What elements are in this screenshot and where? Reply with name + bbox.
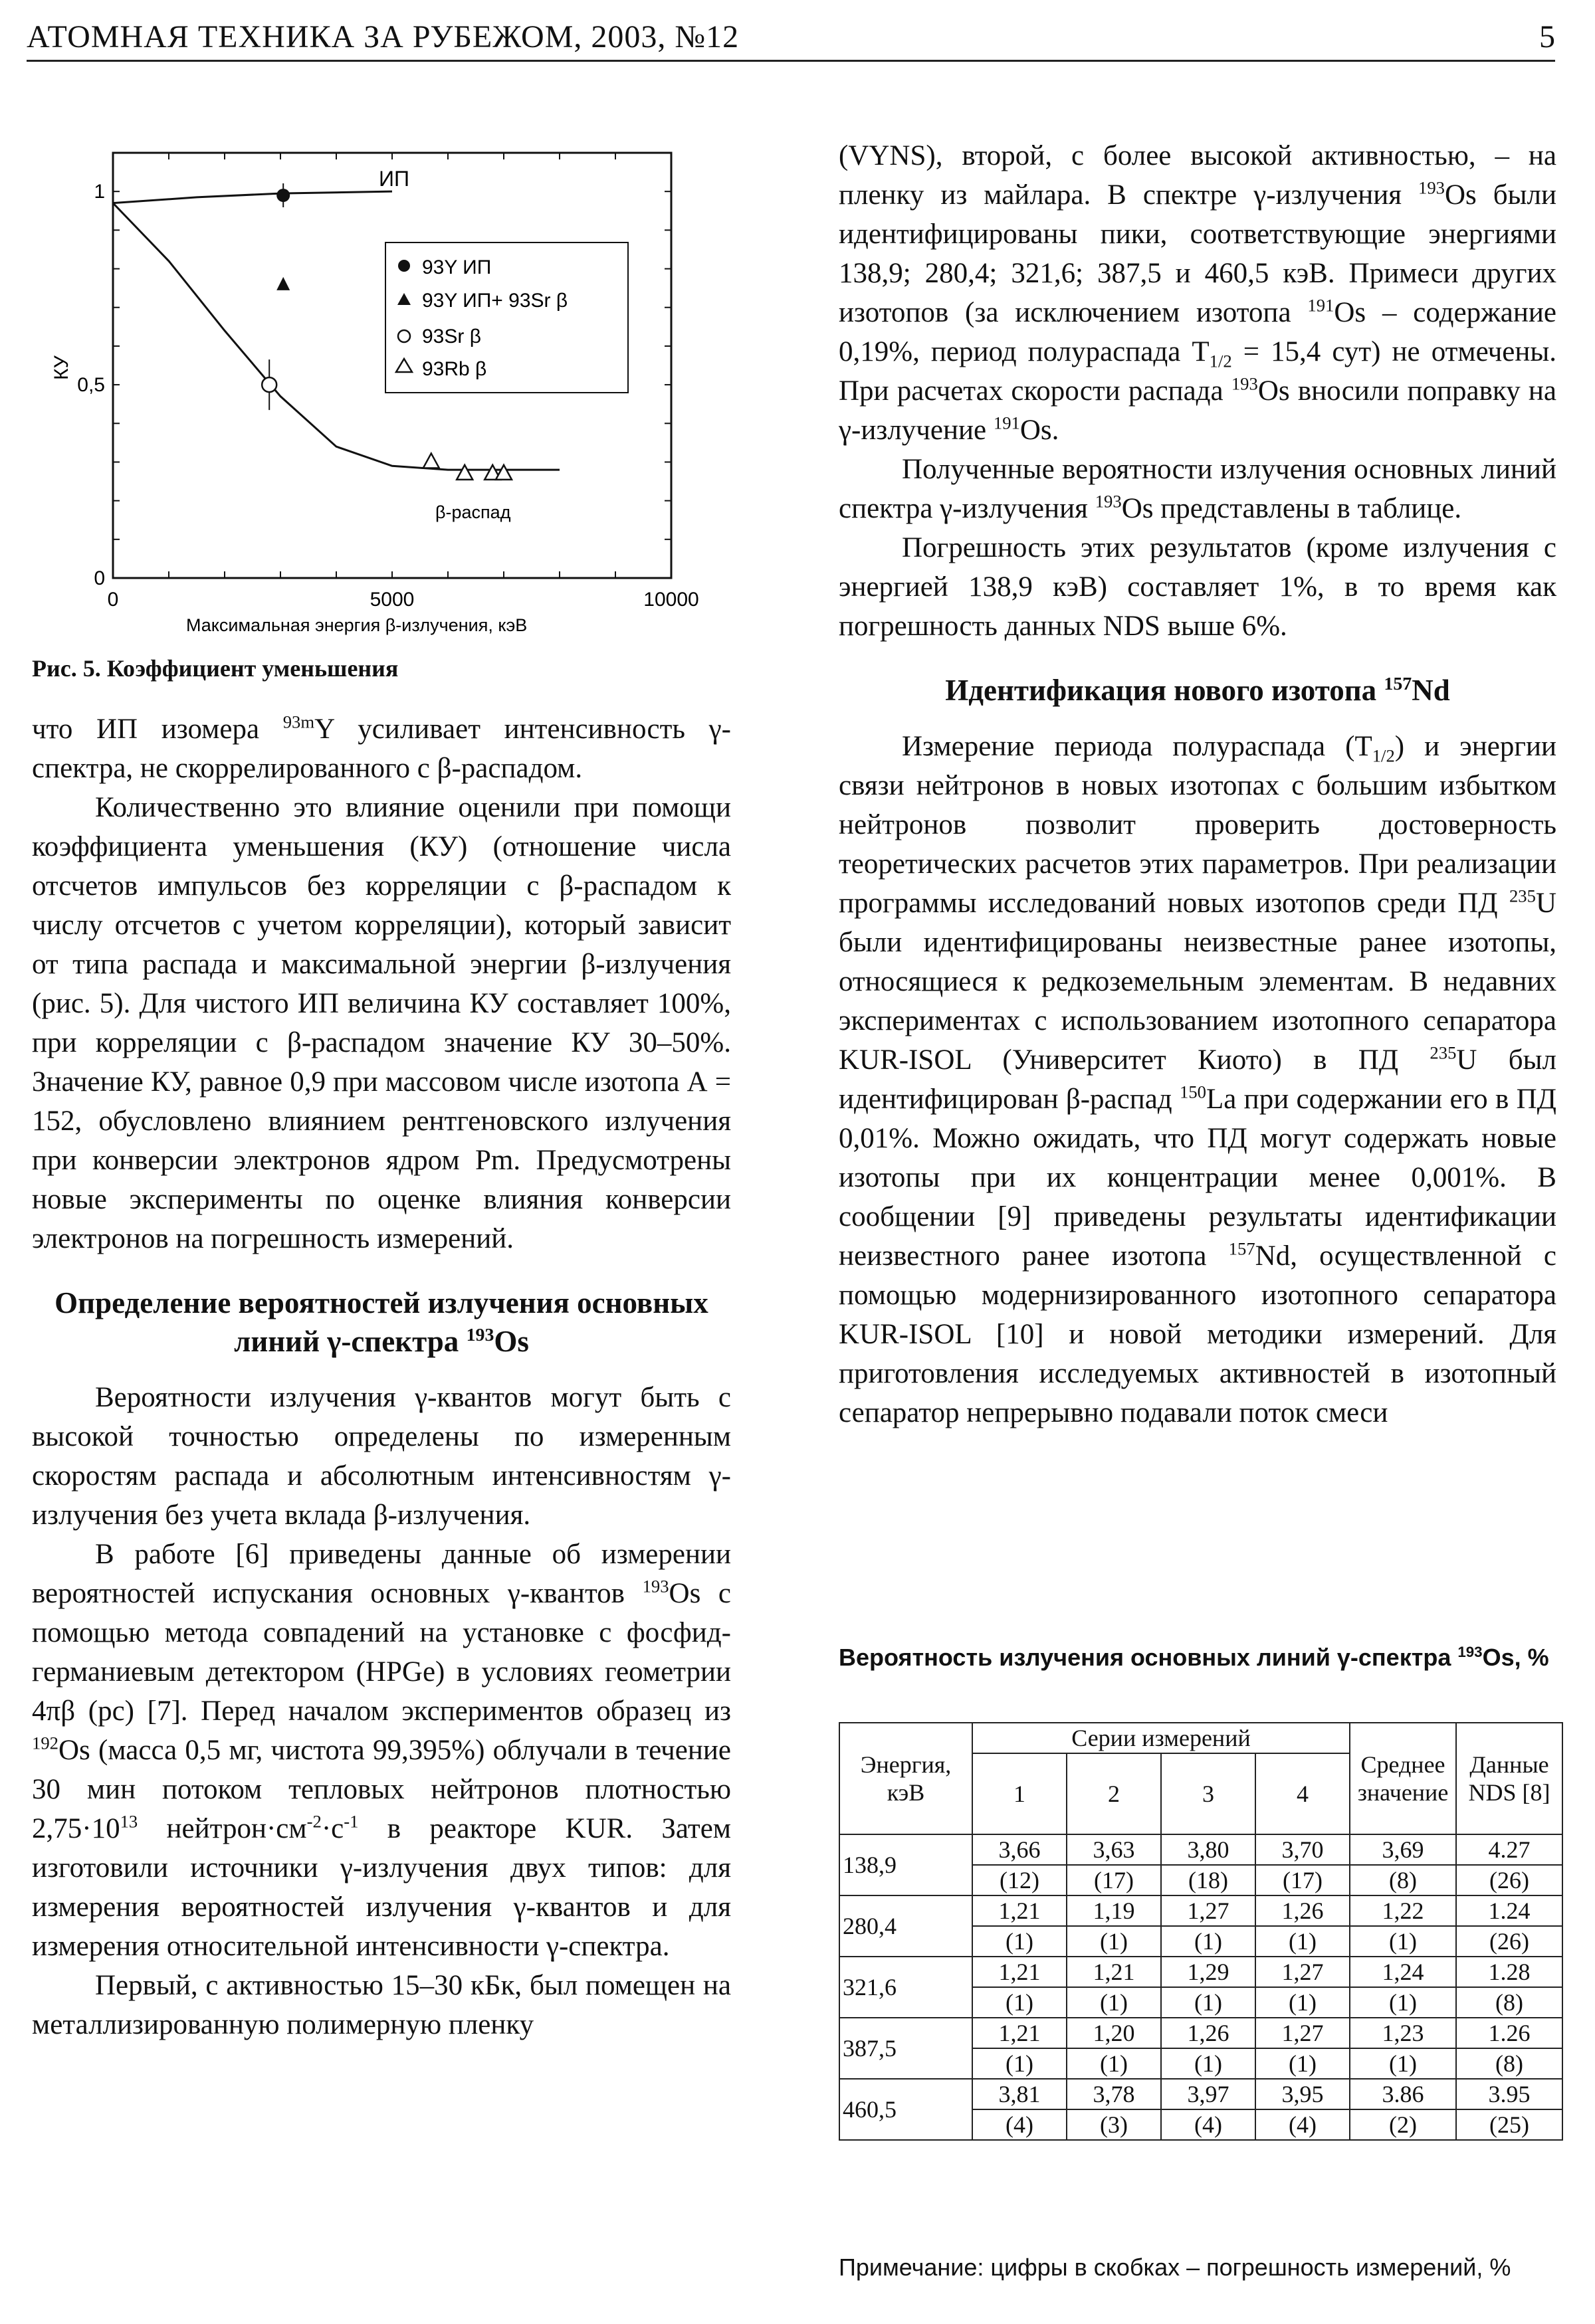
x-tick-label: 0 [107,589,119,611]
uncertainty-cell: (1) [1161,1987,1255,2018]
uncertainty-cell: (1) [1161,1926,1255,1957]
data-point [457,465,473,480]
table-caption: Вероятность излучения основных линий γ-спектра $^{193}$Os, % [839,1644,1549,1671]
value-cell: 3,80 [1161,1834,1255,1865]
x-tick-label: 5000 [370,589,415,611]
figure-5 [53,126,744,638]
value-cell: 4.27 [1456,1834,1562,1865]
paragraph: Количественно это влияние оценили при помощи коэффициента уменьшения (КУ) (отношение числа отсчетов импульсов без корреляции с β-распадом к числу отсчетов с учетом корреляции), который зависит от типа распада и максимальной энергии β-излучения (рис. 5). Для чистого ИП величина КУ составляет 100%, при корреляции с β-распадом значение КУ 30–50%. Значение КУ, равное 0,9 при массовом числе изотопа А = 152, обусловлено влиянием рентгеновского излучения при конверсии электронов ядром Pm. Предусмотрены новые эксперименты по оценке влияния конверсии электронов на погрешность измерений. [32,792,731,1254]
header-nds: Данные NDS [8] [1456,1723,1562,1834]
legend-marker-filled-circle [398,260,410,272]
value-cell: 1,21 [972,1957,1067,1987]
data-point [262,377,276,392]
value-cell: 1.28 [1456,1957,1562,1987]
journal-title: АТОМНАЯ ТЕХНИКА ЗА РУБЕЖОМ, 2003, №12 [27,19,740,54]
reduction-coefficient-chart [53,126,744,638]
uncertainty-cell: (1) [1350,1987,1456,2018]
header-series-1: 1 [972,1753,1067,1834]
header-series-3: 3 [1161,1753,1255,1834]
table-row [839,2018,1562,2048]
table-note: Примечание: цифры в скобках – погрешность измерений, % [839,2254,1511,2281]
data-point [276,277,290,290]
uncertainty-cell: (8) [1456,1987,1562,2018]
uncertainty-cell: (8) [1456,2048,1562,2079]
paragraph: Вероятности излучения γ-квантов могут быть с высокой точностью определены по измеренным скоростям распада и абсолютным интенсивностям γ-излучения без учета вклада β-излучения. [32,1382,731,1531]
energy-cell: 460,5 [839,2079,972,2140]
value-cell: 3,78 [1067,2079,1161,2109]
value-cell: 1,27 [1255,2018,1350,2048]
value-cell: 1,27 [1161,1895,1255,1926]
value-cell: 1,23 [1350,2018,1456,2048]
value-cell: 3,70 [1255,1834,1350,1865]
paragraph: Полученные вероятности излучения основных линий спектра γ-излучения $^{193}$Os представлены в таблице. [839,454,1556,524]
uncertainty-cell: (25) [1456,2109,1562,2140]
y-tick-label: 1 [94,181,105,203]
table-row [839,1895,1562,1926]
table-row [839,1834,1562,1865]
paragraph: Первый, с активностью 15–30 кБк, был помещен на металлизированную полимерную пленку [32,1970,731,2040]
curve-label-beta: β-распад [435,502,511,522]
energy-cell: 387,5 [839,2018,972,2079]
value-cell: 1.26 [1456,2018,1562,2048]
uncertainty-cell: (1) [972,1987,1067,2018]
left-column [32,710,731,2044]
header-series: Серии измерений [972,1723,1350,1753]
value-cell: 1,26 [1255,1895,1350,1926]
header-energy: Энергия, кэВ [839,1723,972,1834]
uncertainty-cell: (12) [972,1865,1067,1895]
legend-entry: 93Sr β [422,326,481,347]
value-cell: 3,63 [1067,1834,1161,1865]
table-row [839,1957,1562,1987]
x-tick-label: 10000 [643,589,699,611]
page-header [27,19,1555,62]
figure-caption: Рис. 5. Коэффициент уменьшения [32,655,399,682]
energy-cell: 138,9 [839,1834,972,1895]
x-axis-label: Максимальная энергия β-излучения, кэВ [186,615,528,635]
uncertainty-cell: (4) [972,2109,1067,2140]
value-cell: 3,97 [1161,2079,1255,2109]
uncertainty-cell: (8) [1350,1865,1456,1895]
y-axis-label: КУ [51,355,72,380]
value-cell: 1,27 [1255,1957,1350,1987]
curve-label-ip: ИП [379,167,409,191]
uncertainty-cell: (1) [1255,1987,1350,2018]
header-series-2: 2 [1067,1753,1161,1834]
value-cell: 1,19 [1067,1895,1161,1926]
y-tick-label: 0,5 [77,374,105,397]
uncertainty-cell: (26) [1456,1865,1562,1895]
uncertainty-cell: (3) [1067,2109,1161,2140]
uncertainty-cell: (26) [1456,1926,1562,1957]
value-cell: 1.24 [1456,1895,1562,1926]
series-curve [113,191,392,203]
paragraph: В работе [6] приведены данные об измерении вероятностей испускания основных γ-квантов $^{193}$Os с помощью метода совпадений на установке с фосфид-германиевым детектором (HPGe) в условиях геометрии 4πβ (рс) [7]. Перед началом экспериментов образец из $^{192}$Os (масса 0,5 мг, чистота 99,395%) облучали в течение 30 мин потоком тепловых нейтронов плотностью $2,75\cdot 10^{13}$ $нейтрон\cdot см^{-2}\cdot с^{-1}$ в реакторе KUR. Затем изготовили источники γ-излучения двух типов: для измерения вероятностей излучения γ-квантов и для измерения относительной интенсивности γ-спектра. [32,1539,732,1962]
uncertainty-cell: (4) [1161,2109,1255,2140]
section-heading: Идентификация нового изотопа $^{157}$Nd [945,674,1450,707]
value-cell: 1,26 [1161,2018,1255,2048]
right-column [839,136,1556,1432]
uncertainty-cell: (1) [1161,2048,1255,2079]
header-mean: Среднее значение [1350,1723,1456,1834]
value-cell: 1,21 [972,2018,1067,2048]
page-number: 5 [1539,19,1555,54]
legend-entry: 93Y ИП+ 93Sr β [422,290,568,312]
y-tick-label: 0 [94,567,105,589]
data-point [423,453,439,468]
probability-table [839,1722,1563,2141]
paragraph: Измерение периода полураспада $(T_{1/2})$ и энергии связи нейтронов в новых изотопах с большим избытком нейтронов позволит проверить достоверность теоретических расчетов этих параметров. При реализации программы исследований новых изотопов среди ПД $^{235}$U были идентифицированы неизвестные ранее изотопы, относящиеся к редкоземельным элементам. В недавних экспериментах с использованием изотопного сепаратора KUR-ISOL (Университет Киото) в ПД $^{235}$U был идентифицирован β-распад $^{150}$La при содержании его в ПД 0,01%. Можно ожидать, что ПД могут содержать новые изотопы при их концентрации менее 0,001%. В сообщении [9] приведены результаты идентификации неизвестного ранее изотопа $^{157}$Nd, осуществленной с помощью модернизированного изотопного сепаратора KUR-ISOL [10] и новой методики измерений. Для приготовления исследуемых активностей в изотопный сепаратор непрерывно подавали поток смеси [839,731,1557,1428]
uncertainty-cell: (17) [1255,1865,1350,1895]
uncertainty-cell: (1) [1067,2048,1161,2079]
value-cell: 3,81 [972,2079,1067,2109]
value-cell: 3.95 [1456,2079,1562,2109]
value-cell: 1,24 [1350,1957,1456,1987]
header-series-4: 4 [1255,1753,1350,1834]
data-point [276,189,290,202]
legend-entry: 93Y ИП [422,256,492,278]
table-row [839,2079,1562,2109]
uncertainty-cell: (4) [1255,2109,1350,2140]
uncertainty-cell: (1) [1067,1987,1161,2018]
uncertainty-cell: (1) [972,1926,1067,1957]
value-cell: 3.86 [1350,2079,1456,2109]
value-cell: 3,69 [1350,1834,1456,1865]
section-heading: Определение вероятностей излучения основных линий γ-спектра $^{193}$Os [54,1286,708,1358]
value-cell: 1,29 [1161,1957,1255,1987]
uncertainty-cell: (18) [1161,1865,1255,1895]
uncertainty-cell: (1) [1255,2048,1350,2079]
uncertainty-cell: (1) [1255,1926,1350,1957]
value-cell: 1,22 [1350,1895,1456,1926]
energy-cell: 280,4 [839,1895,972,1957]
uncertainty-cell: (17) [1067,1865,1161,1895]
value-cell: 3,95 [1255,2079,1350,2109]
uncertainty-cell: (1) [1067,1926,1161,1957]
value-cell: 3,66 [972,1834,1067,1865]
energy-cell: 321,6 [839,1957,972,2018]
paragraph: (VYNS), второй, с более высокой активностью, – на пленку из майлара. В спектре γ-излучения $^{193}$Os были идентифицированы пики, соответствующие энергиями 138,9; 280,4; 321,6; 387,5 и 460,5 кэВ. Примеси других изотопов (за исключением изотопа $^{191}$Os – содержание 0,19%, период полураспада $T_{1/2} = 15,4$ сут) не отмечены. При расчетах скорости распада $^{193}$Os вносили поправку на γ-излучение $^{191}$Os. [839,140,1557,446]
paragraph: Погрешность этих результатов (кроме излучения с энергией 138,9 кэВ) составляет 1%, в то время как погрешность данных NDS выше 6%. [839,532,1556,642]
uncertainty-cell: (2) [1350,2109,1456,2140]
value-cell: 1,20 [1067,2018,1161,2048]
paragraph: что ИП изомера $^{93m}$Y усиливает интенсивность γ-спектра, не скоррелированного с β-распадом. [32,712,731,784]
uncertainty-cell: (1) [1350,2048,1456,2079]
uncertainty-cell: (1) [972,2048,1067,2079]
legend-entry: 93Rb β [422,358,487,380]
uncertainty-cell: (1) [1350,1926,1456,1957]
data-point [496,465,512,480]
value-cell: 1,21 [1067,1957,1161,1987]
value-cell: 1,21 [972,1895,1067,1926]
